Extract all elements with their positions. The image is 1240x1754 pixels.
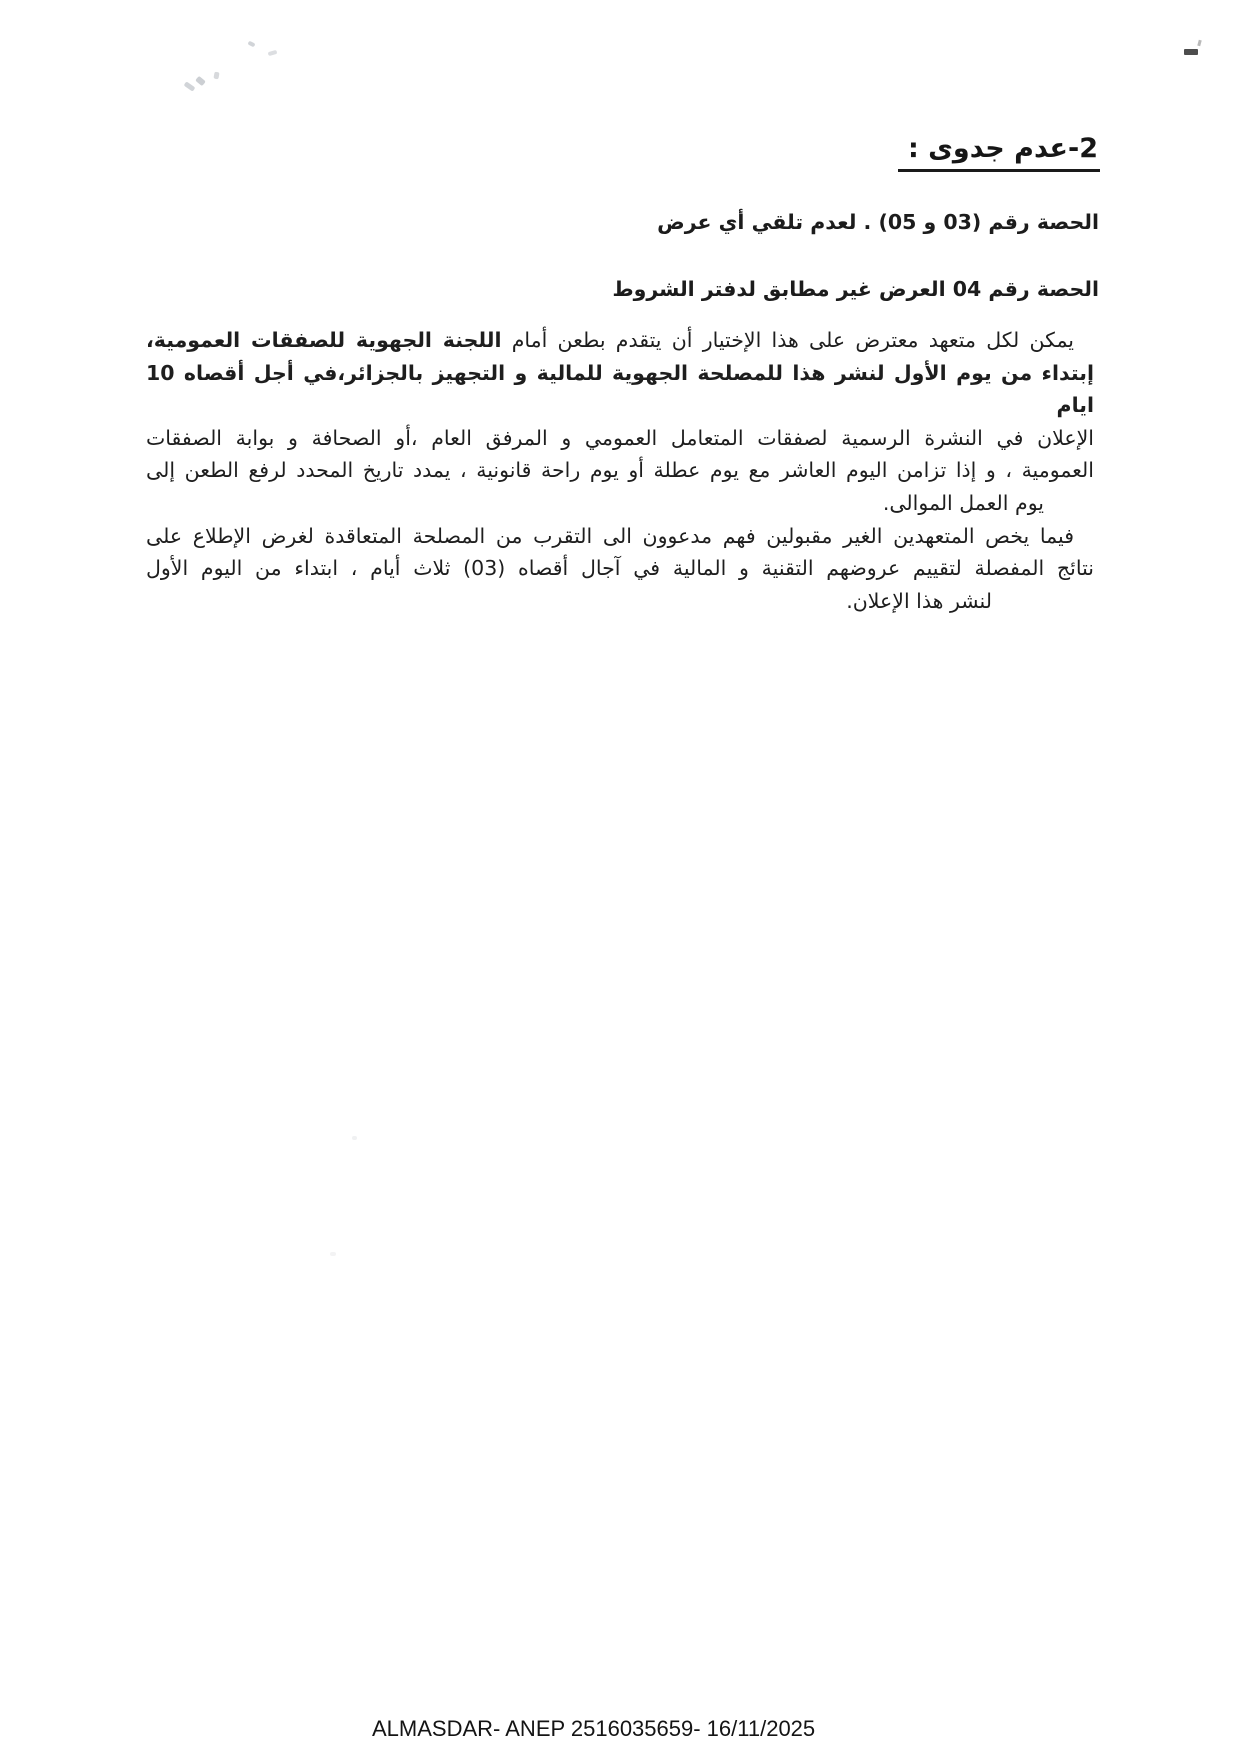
scan-smudge (184, 81, 196, 91)
appeal-line1-bold-text: اللجنة الجهوية للصفقات العمومية، (146, 328, 502, 352)
info-paragraph-line-1: فيما يخص المتعهدين الغير مقبولين فهم مدعوون الى التقرب من المصلحة المتعاقدة لغرض الإطلاع على (146, 523, 1074, 548)
lot-result-line-1: الحصة رقم (03 و 05) . لعدم تلقي أي عرض (657, 210, 1099, 234)
scan-speck (330, 1252, 336, 1256)
scan-smudge (268, 50, 278, 56)
info-paragraph-line-2: نتائج المفصلة لتقييم عروضهم التقنية و المالية في آجال أقصاه (03) ثلاث أيام ، ابتداء من اليوم الأول (146, 556, 1094, 581)
scan-smudge (195, 76, 206, 86)
section-heading (898, 133, 1100, 172)
appeal-paragraph-line-2: إبتداء من يوم الأول لنشر هذا للمصلحة الجهوية للمالية و التجهيز بالجزائر،في أجل أقصاه 10 ايام (146, 360, 1094, 418)
section-heading-text: 2-عدم جدوى : (898, 133, 1100, 172)
appeal-paragraph-line-3: الإعلان في النشرة الرسمية لصفقات المتعامل العمومي و المرفق العام ،أو الصحافة و بوابة الصفقات (146, 425, 1094, 450)
body-paragraph-block (146, 324, 1094, 617)
info-paragraph-line-3: لنشر هذا الإعلان. (846, 588, 992, 613)
scan-smudge (247, 41, 255, 48)
appeal-paragraph-line-1 (146, 324, 1094, 357)
appeal-line1-regular-text: يمكن لكل متعهد معترض على هذا الإختيار أن يتقدم بطعن أمام (501, 328, 1074, 352)
appeal-paragraph-line-4: العمومية ، و إذا تزامن اليوم العاشر مع يوم عطلة أو يوم راحة قانونية ، يمدد تاريخ المحدد لرفع الطعن إلى (146, 458, 1094, 483)
footer-anep-reference: ALMASDAR- ANEP 2516035659- 16/11/2025 (372, 1716, 816, 1741)
scan-smudge (213, 72, 219, 80)
appeal-paragraph-line-5: يوم العمل الموالى. (882, 490, 1044, 515)
scan-artifact-tick (1197, 40, 1201, 47)
scan-artifact-dash (1184, 49, 1198, 55)
lot-result-line-2: الحصة رقم 04 العرض غير مطابق لدفتر الشروط (612, 277, 1099, 301)
scan-speck (352, 1136, 357, 1140)
